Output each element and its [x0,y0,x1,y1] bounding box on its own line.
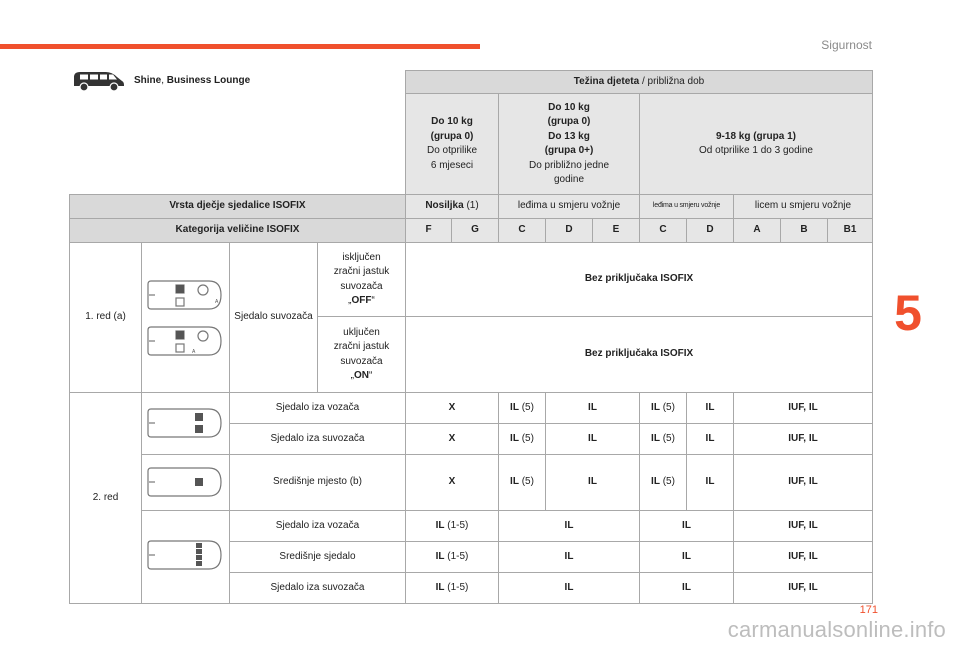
cell-x: X [406,393,499,424]
cell-il: IL [546,455,640,511]
cell-il: IL [499,542,640,573]
cell-il1-5: IL (1-5) [406,542,499,573]
cell-iuf: IUF, IL [734,393,873,424]
size-class-cell: E [593,219,640,243]
cell-il: IL [640,573,734,604]
no-isofix-off: Bez priključaka ISOFIX [406,243,873,317]
type-carrycot: Nosiljka (1) [406,195,499,219]
svg-text:A: A [191,348,195,355]
size-class-cell: C [640,219,687,243]
cell-il1-5: IL (1-5) [406,511,499,542]
van-center-seat-icon [145,464,227,502]
model-label [70,68,250,92]
size-class-cell: B1 [828,219,873,243]
seat-label: Središnje mjesto (b) [230,455,406,511]
cell-il1-5: IL (1-5) [406,573,499,604]
van-side-seats-icon [145,405,227,443]
seat-type-label: Vrsta dječje sjedalice ISOFIX [70,195,406,219]
cell-il5: IL (5) [640,393,687,424]
model-name: Shine, Business Lounge [134,74,251,86]
row2-side-seat-diagram [142,393,230,455]
van-icon [70,68,126,92]
type-rear-facing-2: leđima u smjeru vožnje [640,195,734,219]
cell-il: IL [687,393,734,424]
row1-label: 1. red (a) [70,243,142,393]
size-class-cell: B [781,219,828,243]
cell-x: X [406,424,499,455]
van-bench-seats-icon [145,531,227,583]
seat-label: Sjedalo iza suvozača [230,573,406,604]
cell-il: IL [640,542,734,573]
row2-bench-diagram [142,511,230,604]
size-class-cell: D [546,219,593,243]
cell-il: IL [499,511,640,542]
type-forward-facing: licem u smjeru vožnje [734,195,873,219]
row2-center-seat-diagram [142,455,230,511]
group-0-header: Do 10 kg (grupa 0) Do otprilike 6 mjeseci [406,94,499,195]
watermark: carmanualsonline.info [727,617,946,642]
row2-label: 2. red [70,393,142,604]
model-label-spacer [70,94,406,195]
chapter-number: 5 [894,285,922,341]
cell-iuf: IUF, IL [734,573,873,604]
cell-il5: IL (5) [640,455,687,511]
group-1-header: 9-18 kg (grupa 1) Od otprilike 1 do 3 godine [640,94,873,195]
airbag-off-label: isključen zračni jastuk suvozača „OFF“ [318,243,406,317]
airbag-on-label: uključen zračni jastuk suvozača „ON“ [318,317,406,393]
cell-il5: IL (5) [499,393,546,424]
cell-il: IL [687,424,734,455]
size-class-cell: F [406,219,452,243]
size-class-label: Kategorija veličine ISOFIX [70,219,406,243]
size-class-cell: C [499,219,546,243]
seat-label: Središnje sjedalo [230,542,406,573]
seat-label: Sjedalo iza suvozača [230,424,406,455]
cell-il: IL [640,511,734,542]
cell-il5: IL (5) [640,424,687,455]
isofix-table [69,70,873,604]
cell-iuf: IUF, IL [734,455,873,511]
cell-iuf: IUF, IL [734,424,873,455]
type-rear-facing: leđima u smjeru vožnje [499,195,640,219]
cell-il: IL [546,424,640,455]
passenger-seat-label: Sjedalo suvozača [230,243,318,393]
weight-header: Težina djeteta / približna dob [406,71,873,94]
cell-il: IL [499,573,640,604]
cell-iuf: IUF, IL [734,511,873,542]
size-class-cell: D [687,219,734,243]
header-accent-bar [0,44,480,49]
seat-label: Sjedalo iza vozača [230,511,406,542]
cell-iuf: IUF, IL [734,542,873,573]
cell-il: IL [687,455,734,511]
group-0plus-header: Do 10 kg (grupa 0) Do 13 kg (grupa 0+) Do približno jedne godine [499,94,640,195]
size-class-cell: A [734,219,781,243]
van-front-seat-icon [145,273,227,363]
cell-il5: IL (5) [499,455,546,511]
page-number: 171 [859,604,878,616]
size-class-cell: G [452,219,499,243]
cell-il: IL [546,393,640,424]
section-title: Sigurnost [821,38,872,52]
cell-il5: IL (5) [499,424,546,455]
cell-x: X [406,455,499,511]
front-seat-diagram [142,243,230,393]
no-isofix-on: Bez priključaka ISOFIX [406,317,873,393]
seat-label: Sjedalo iza vozača [230,393,406,424]
svg-text:A: A [214,298,218,305]
